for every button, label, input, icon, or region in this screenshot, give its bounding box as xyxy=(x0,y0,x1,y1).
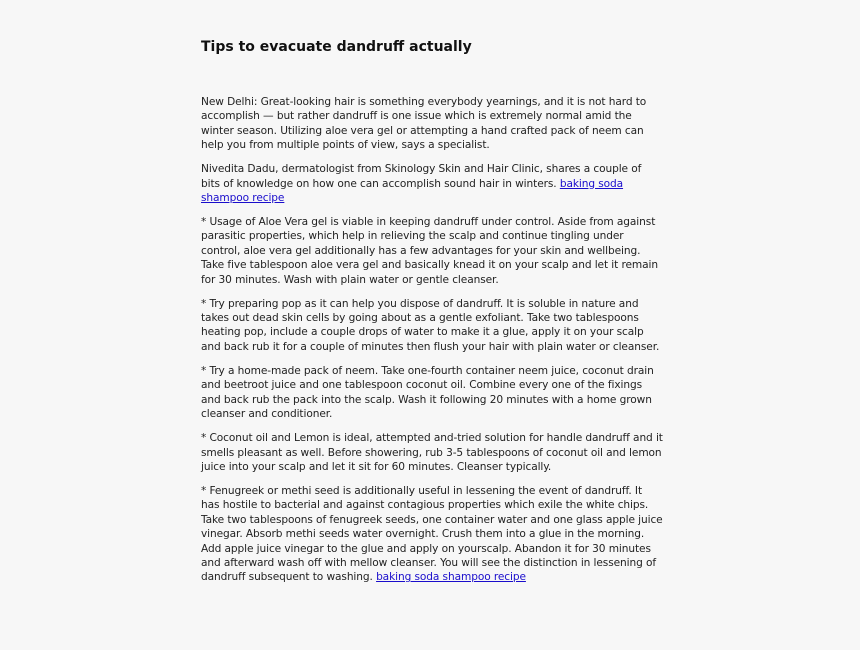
tip-coconut-lemon: * Coconut oil and Lemon is ideal, attempted and-tried solution for handle dandruff and it smells pleasant as well. Before showering, rub 3-5 tablespoons of coconut oil and lemon juice into your scalp and let it sit for 60 minutes. Cleanser typically. xyxy=(201,432,663,473)
paragraph-text: * Fenugreek or methi seed is additionally useful in lessening the event of dandruff. It has hostile to bacterial and against contagious properties which exile the white chips. Take two tablespoons of fenugreek seeds, one container water and one glass apple juice vinegar. Absorb methi seeds water overnight. Crush them into a glue in the morning. Add apple juice vinegar to the glue and apply on yourscalp. Abandon it for 30 minutes and afterward wash off with mellow cleanser. You will see the distinction in lessening of dandruff subsequent to washing. xyxy=(201,484,663,584)
paragraph-dermatologist xyxy=(201,162,663,205)
tip-fenugreek xyxy=(201,484,663,585)
article-title: Tips to evacuate dandruff actually xyxy=(201,39,472,55)
baking-soda-recipe-link-bottom[interactable]: baking soda shampoo recipe xyxy=(376,571,526,584)
tip-neem-pack: * Try a home-made pack of neem. Take one-fourth container neem juice, coconut drain and beetroot juice and one tablespoon coconut oil. Combine every one of the fixings and back rub the pack into the scalp. Wash it following 20 minutes with a home grown cleanser and conditioner. xyxy=(201,364,654,421)
baking-soda-recipe-link[interactable]: baking soda shampoo recipe xyxy=(201,177,624,205)
paragraph-text: Nivedita Dadu, dermatologist from Skinology Skin and Hair Clinic, shares a couple of bits of knowledge on how one can accomplish sound hair in winters. xyxy=(201,163,642,190)
tip-baking-soda: * Try preparing pop as it can help you dispose of dandruff. It is soluble in nature and takes out dead skin cells by going about as a gentle exfoliant. Take two tablespoons heating pop, include a couple drops of water to make it a glue, apply it on your scalp and back rub it for a couple of minutes then flush your hair with plain water or cleanser. xyxy=(201,297,660,353)
article xyxy=(201,37,663,594)
paragraph-intro: New Delhi: Great-looking hair is something everybody yearnings, and it is not hard to accomplish — but rather dandruff is one issue which is extremely normal amid the winter season. Utilizing aloe vera gel or attempting a hand crafted pack of neem can help you from multiple points of view, says a specialist. xyxy=(201,96,647,152)
tip-aloe-vera: * Usage of Aloe Vera gel is viable in keeping dandruff under control. Aside from against parasitic properties, which help in relieving the scalp and continue tingling under control, aloe vera gel additionally has a few advantages for your skin and wellbeing. Take five tablespoon aloe vera gel and basically knead it on your scalp and let it remain for 30 minutes. Wash with plain water or gentle cleanser. xyxy=(201,216,658,286)
